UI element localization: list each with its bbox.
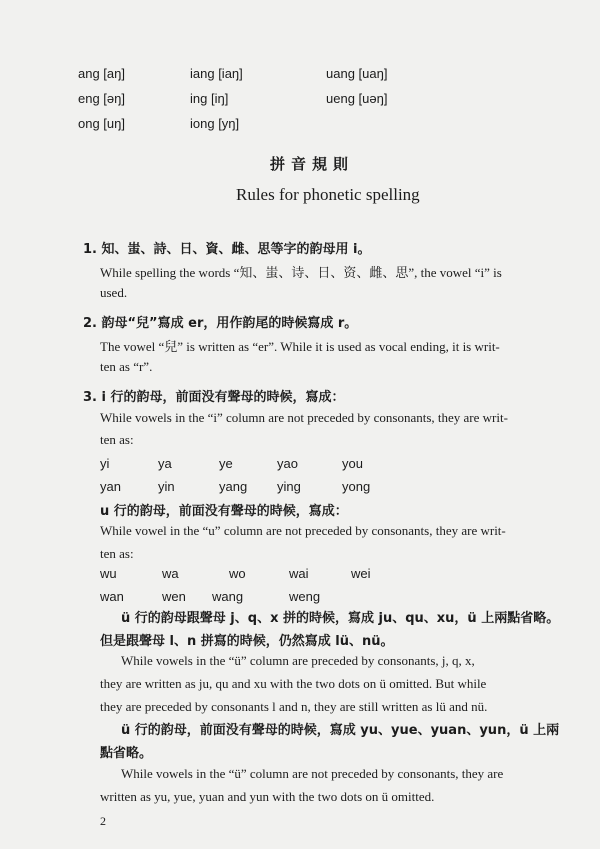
spelling-yao: yao — [277, 456, 298, 471]
page-number: 2 — [100, 814, 106, 828]
rule1-en-line1: While spelling the words “知、蚩、诗、日、资、雌、思”, the vowel “i” is — [100, 265, 502, 280]
spelling-wu: wu — [100, 566, 117, 581]
final-ueng: ueng [uəŋ] — [326, 91, 388, 106]
final-iong: iong [yŋ] — [190, 116, 240, 131]
rule3-cn: 3. i 行的韵母，前面没有聲母的時候，寫成： — [83, 390, 345, 405]
final-iang: iang [iaŋ] — [190, 66, 243, 81]
rule3-en-line1: While vowels in the “i” column are not preceded by consonants, they are writ- — [100, 410, 508, 425]
spelling-ye: ye — [219, 456, 233, 471]
rule3-umlaut2-cn-line2: 點省略。 — [100, 746, 153, 761]
rule3-en-line2: ten as: — [100, 432, 134, 447]
rule3-umlaut-en-line1: While vowels in the “ü” column are preceded by consonants, j, q, x, — [121, 653, 475, 668]
spelling-ying: ying — [277, 479, 301, 494]
rule2-en-line1: The vowel “兒” is written as “er”. While it is used as vocal ending, it is writ- — [100, 339, 500, 354]
spelling-ya: ya — [158, 456, 172, 471]
spelling-wo: wo — [229, 566, 246, 581]
rule3-umlaut2-cn-line1: ü 行的韵母，前面没有聲母的時候，寫成 yu、yue、yuan、yun，ü 上兩 — [121, 723, 560, 738]
final-ong: ong [uŋ] — [78, 116, 125, 131]
final-ang: ang [aŋ] — [78, 66, 125, 81]
rule1-cn: 1. 知、蚩、詩、日、資、雌、思等字的韵母用 i。 — [83, 242, 371, 257]
rule3-umlaut2-en-line1: While vowels in the “ü” column are not preceded by consonants, they are — [121, 766, 504, 781]
rule3-u-en-line2: ten as: — [100, 546, 134, 561]
rule3-umlaut-en-line2: they are written as ju, qu and xu with the two dots on ü omitted. But while — [100, 676, 487, 691]
spelling-wen: wen — [162, 589, 186, 604]
spelling-yong: yong — [342, 479, 371, 494]
final-uang: uang [uaŋ] — [326, 66, 388, 81]
final-eng: eng [əŋ] — [78, 91, 125, 106]
rule2-en-line2: ten as “r”. — [100, 359, 153, 374]
spelling-yin: yin — [158, 479, 175, 494]
spelling-yan: yan — [100, 479, 121, 494]
rule1-en-line2: used. — [100, 285, 128, 300]
section-title-cn: 拼音規則 — [270, 155, 355, 173]
spelling-wai: wai — [289, 566, 309, 581]
spelling-wa: wa — [162, 566, 179, 581]
final-ing: ing [iŋ] — [190, 91, 229, 106]
spelling-weng: weng — [289, 589, 321, 604]
rule2-cn: 2. 韵母“兒”寫成 er，用作韵尾的時候寫成 r。 — [83, 316, 358, 331]
spelling-yi: yi — [100, 456, 110, 471]
rule3-umlaut-cn-line1: ü 行的韵母跟聲母 j、q、x 拼的時候，寫成 ju、qu、xu，ü 上兩點省略。 — [121, 611, 560, 626]
spelling-wang: wang — [212, 589, 244, 604]
rule3-u-en-line1: While vowel in the “u” column are not preceded by consonants, they are writ- — [100, 523, 506, 538]
spelling-you: you — [342, 456, 363, 471]
spelling-yang: yang — [219, 479, 248, 494]
section-title-en: Rules for phonetic spelling — [236, 185, 420, 204]
rule3-umlaut-en-line3: they are preceded by consonants l and n, they are still written as lü and nü. — [100, 699, 488, 714]
rule3-umlaut-cn-line2: 但是跟聲母 l、n 拼寫的時候，仍然寫成 lü、nü。 — [100, 634, 394, 649]
rule3-u-cn: u 行的韵母，前面没有聲母的時候，寫成： — [100, 504, 348, 519]
spelling-wan: wan — [100, 589, 124, 604]
rule3-umlaut2-en-line2: written as yu, yue, yuan and yun with the two dots on ü omitted. — [100, 789, 435, 804]
spelling-wei: wei — [351, 566, 371, 581]
